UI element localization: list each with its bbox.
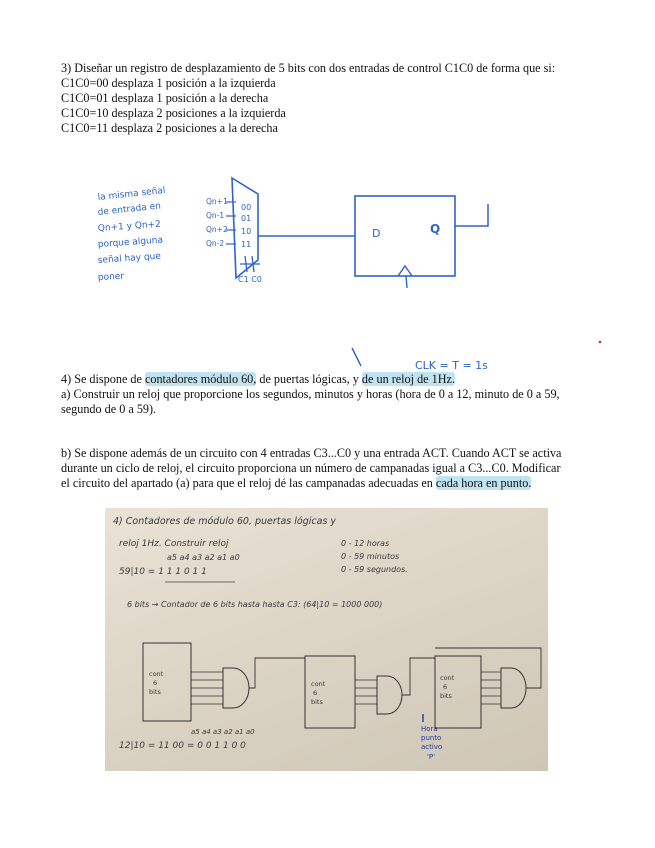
mux-input-0: Qn+1 xyxy=(206,197,228,206)
photo-bottom-top: a5 a4 a3 a2 a1 a0 xyxy=(191,728,255,736)
note-line-2: de entrada en xyxy=(97,201,162,218)
sketch-note xyxy=(97,186,166,283)
mux-inputs xyxy=(206,197,228,248)
handwritten-solution-photo xyxy=(105,508,548,771)
counter-1-l3: bits xyxy=(149,688,161,696)
photo-note-2: punto xyxy=(421,734,442,742)
problem-4a-line-2: segundo de 0 a 59). xyxy=(61,402,157,416)
photo-range-2: 0 - 59 minutos xyxy=(341,552,400,561)
ff-q-label: Q xyxy=(430,222,441,236)
pen-stroke xyxy=(352,348,361,366)
note-line-6: poner xyxy=(97,271,125,283)
counter-2-l2: 6 xyxy=(313,689,318,697)
shift-register-sketch xyxy=(0,160,655,375)
photo-note-3: activo xyxy=(421,743,443,751)
mux-code-3: 11 xyxy=(241,240,252,249)
mux-select-label: C1 C0 xyxy=(238,275,262,284)
counter-2-l1: cont xyxy=(311,680,326,688)
photo-line-2: reloj 1Hz. Construir reloj xyxy=(119,539,229,549)
problem-3-heading: 3) Diseñar un registro de desplazamiento de 5 bits con dos entradas de control C1C0 de forma que si: xyxy=(61,61,556,75)
counter-2-l3: bits xyxy=(311,698,323,706)
photo-line-4: 59|10 = 1 1 1 0 1 1 xyxy=(119,567,207,577)
clock-note: CLK = T = 1s xyxy=(415,359,488,372)
mux-code-2: 10 xyxy=(241,227,252,236)
photo-range-3: 0 - 59 segundos. xyxy=(341,565,408,574)
ff-clock-triangle xyxy=(398,266,412,276)
problem-3-line-2: C1C0=01 desplaza 1 posición a la derecha xyxy=(61,91,269,105)
photo-line-3: a5 a4 a3 a2 a1 a0 xyxy=(167,553,240,562)
ff-d-label: D xyxy=(372,227,381,240)
problem-4a-line-1: a) Construir un reloj que proporcione los segundos, minutos y horas (hora de 0 a 12, minuto de 0 a 59, xyxy=(61,387,560,401)
problem-3-line-3: C1C0=10 desplaza 2 posiciones a la izquierda xyxy=(61,106,286,120)
mux-code-0: 00 xyxy=(241,203,252,212)
and-gate-1 xyxy=(223,668,249,708)
mux-codes xyxy=(241,203,251,249)
and-gate-3 xyxy=(501,668,526,708)
and-gate-2 xyxy=(377,676,402,714)
photo-line-5: 6 bits → Contador de 6 bits hasta hasta C3: (64|10 = 1000 000) xyxy=(127,600,383,609)
problem-4b-line-1: b) Se dispone además de un circuito con 4 entradas C3...C0 y una entrada ACT. Cuando ACT se activa xyxy=(61,446,562,460)
photo-line-1: 4) Contadores de módulo 60, puertas lógicas y xyxy=(113,516,337,527)
highlight-cada-hora: cada hora en punto. xyxy=(435,476,532,490)
problem-4b-line-2: durante un ciclo de reloj, el circuito proporciona un número de campanadas igual a C3...C0. Modificar xyxy=(61,461,561,475)
mux-code-1: 01 xyxy=(241,214,252,223)
mux-input-2: Qn+2 xyxy=(206,225,228,234)
note-line-4: porque alguna xyxy=(97,235,164,250)
problem-3-line-1: C1C0=00 desplaza 1 posición a la izquierda xyxy=(61,76,276,90)
note-line-1: la misma señal xyxy=(97,185,166,203)
intro-pre: 4) Se dispone de xyxy=(61,372,145,386)
note-line-3: Qn+1 y Qn+2 xyxy=(97,219,162,234)
red-dot xyxy=(599,341,602,344)
photo-range-1: 0 - 12 horas xyxy=(341,539,390,548)
photo-note-4: 'P' xyxy=(427,753,436,761)
intro-mid: de puertas lógicas, y xyxy=(256,372,362,386)
note-line-5: señal hay que xyxy=(97,251,162,266)
problem-4b-line-3 xyxy=(61,476,531,491)
ff-output-wire xyxy=(455,204,488,226)
highlight-contadores: contadores módulo 60, xyxy=(144,372,257,386)
problem-3-line-4: C1C0=11 desplaza 2 posiciones a la derecha xyxy=(61,121,278,135)
counter-1-box xyxy=(143,643,191,721)
counter-1-l1: cont xyxy=(149,670,164,678)
problem-4-intro xyxy=(61,372,455,387)
counter-1-l2: 6 xyxy=(153,679,158,687)
b-line3-pre: el circuito del apartado (a) para que el reloj dé las campanadas adecuadas en xyxy=(61,476,436,490)
counter-3-l1: cont xyxy=(440,674,455,682)
mux-input-1: Qn-1 xyxy=(206,211,225,220)
photo-note-1: Hora xyxy=(421,725,438,733)
counter-3-l3: bits xyxy=(440,692,452,700)
flip-flop-box xyxy=(355,196,455,276)
highlight-reloj: de un reloj de 1Hz. xyxy=(361,372,455,386)
photo-bottom-line: 12|10 = 11 00 = 0 0 1 1 0 0 xyxy=(119,741,246,751)
photo-sketch xyxy=(105,508,548,771)
counter-3-l2: 6 xyxy=(443,683,448,691)
mux-input-3: Qn-2 xyxy=(206,239,225,248)
